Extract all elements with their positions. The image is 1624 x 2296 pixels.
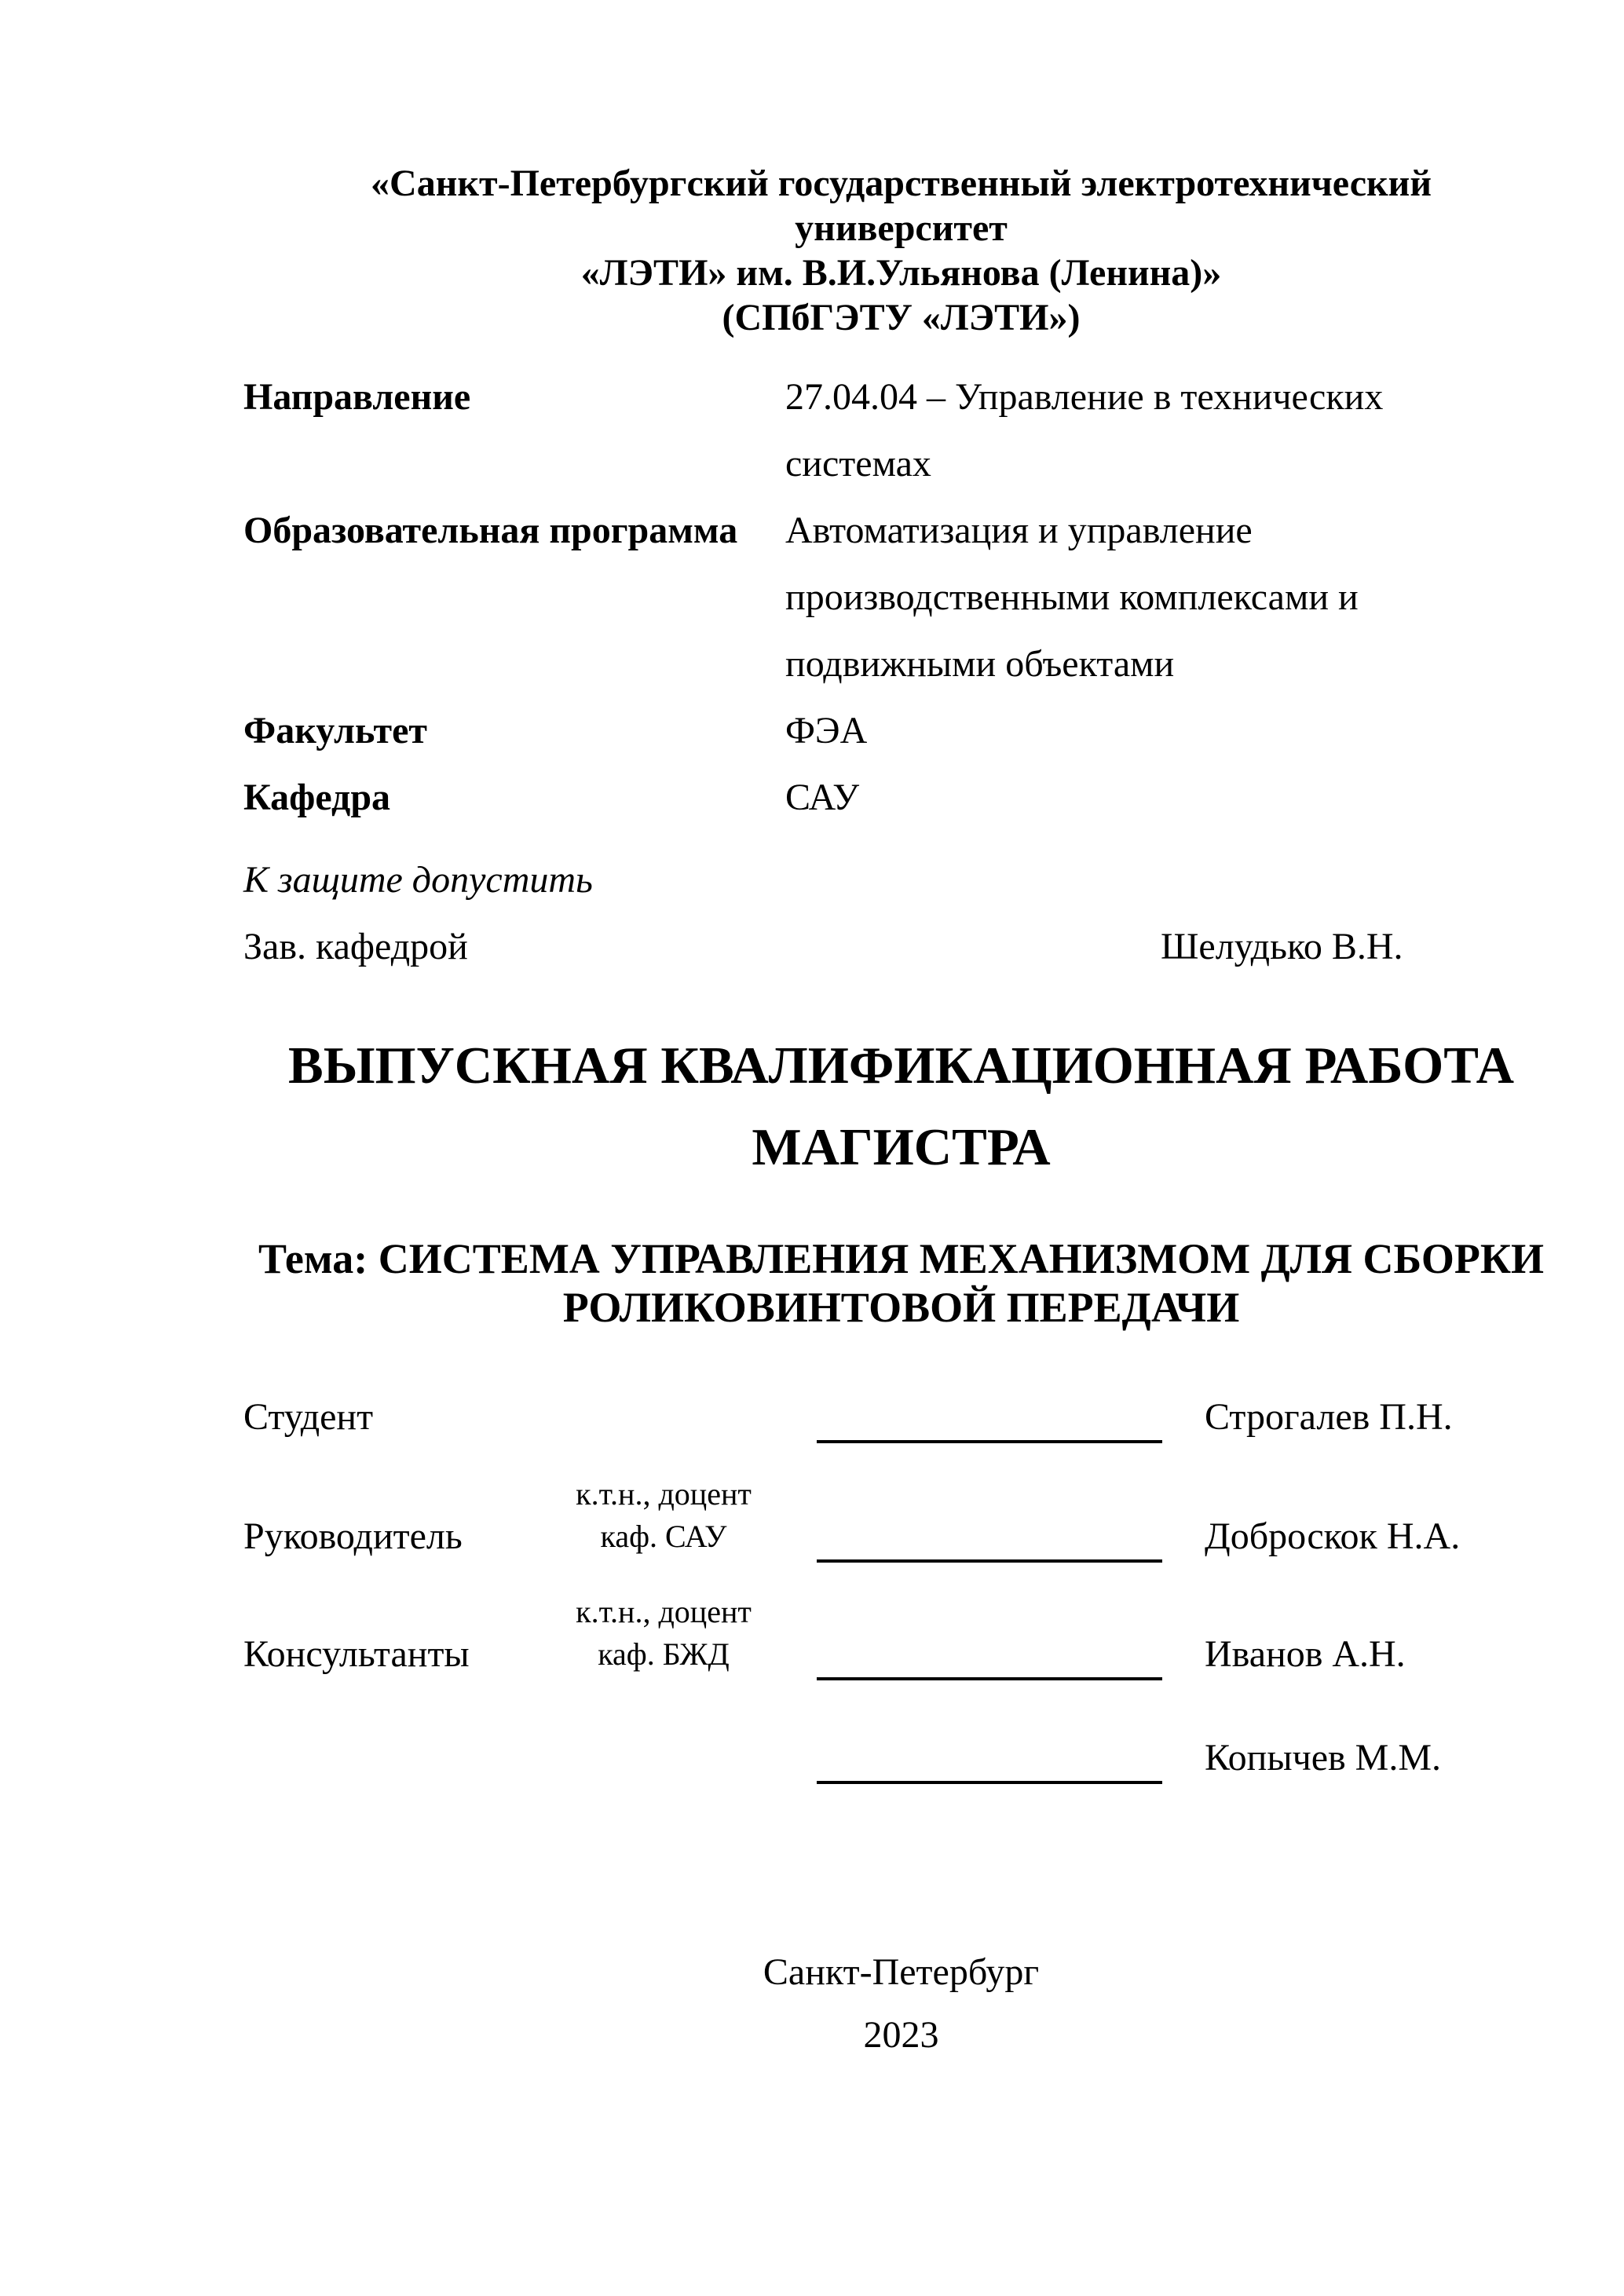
university-header-line: университет <box>795 207 1008 249</box>
approver-label: Зав. кафедрой <box>243 926 468 967</box>
consultant-2-signature-line <box>817 1781 1162 1784</box>
direction-value-line: 27.04.04 – Управление в технических <box>785 376 1384 418</box>
work-title <box>243 1025 1559 1188</box>
info-row-program <box>243 497 1559 697</box>
program-value <box>785 497 1559 697</box>
admission-note: К защите допустить <box>243 859 593 901</box>
university-header-line: «Санкт-Петербургский государственный электротехнический <box>371 163 1432 204</box>
supervisor-qualification <box>510 1473 817 1558</box>
theme-title <box>243 1234 1559 1332</box>
qualification-line: каф. БЖД <box>598 1636 730 1672</box>
program-label: Образовательная программа <box>243 510 738 551</box>
consultants-label: Консультанты <box>243 1633 470 1675</box>
direction-value-line: системах <box>785 443 931 484</box>
direction-value <box>785 364 1559 497</box>
university-header <box>243 161 1559 340</box>
theme-title-line: Тема: СИСТЕМА УПРАВЛЕНИЯ МЕХАНИЗМОМ ДЛЯ СБОРКИ <box>258 1235 1545 1282</box>
signature-row-supervisor <box>243 1459 1559 1558</box>
supervisor-name: Доброскок Н.А. <box>1205 1515 1461 1557</box>
consultant-1-qualification <box>510 1591 817 1676</box>
signature-row-student <box>243 1384 1559 1439</box>
university-header-line: (СПбГЭТУ «ЛЭТИ») <box>722 297 1081 338</box>
theme-title-line: РОЛИКОВИНТОВОЙ ПЕРЕДАЧИ <box>562 1284 1240 1331</box>
program-value-line: Автоматизация и управление <box>785 510 1253 551</box>
signature-row-consultant-2 <box>243 1724 1559 1779</box>
consultant-1-name: Иванов А.Н. <box>1205 1633 1406 1675</box>
qualification-line: к.т.н., доцент <box>576 1476 752 1512</box>
student-label: Студент <box>243 1396 374 1438</box>
work-title-line: МАГИСТРА <box>752 1118 1051 1176</box>
student-signature-line <box>817 1440 1162 1443</box>
consultant-2-name: Копычев М.М. <box>1205 1737 1442 1779</box>
consultant-1-signature-line <box>817 1677 1162 1680</box>
admission-block <box>243 846 1559 980</box>
faculty-label: Факультет <box>243 710 427 751</box>
program-value-line: подвижными объектами <box>785 643 1175 685</box>
program-info-table <box>243 364 1559 831</box>
direction-label: Направление <box>243 376 471 418</box>
work-title-line: ВЫПУСКНАЯ КВАЛИФИКАЦИОННАЯ РАБОТА <box>288 1036 1514 1095</box>
qualification-line: к.т.н., доцент <box>576 1594 752 1629</box>
department-label: Кафедра <box>243 777 391 818</box>
info-row-faculty <box>243 697 1559 764</box>
program-value-line: производственными комплексами и <box>785 576 1359 618</box>
supervisor-label: Руководитель <box>243 1515 463 1557</box>
university-header-line: «ЛЭТИ» им. В.И.Ульянова (Ленина)» <box>580 252 1222 294</box>
footer-year: 2023 <box>863 2014 939 2056</box>
info-row-department <box>243 764 1559 831</box>
approver-name: Шелудько В.Н. <box>1161 926 1403 967</box>
department-value: САУ <box>785 777 860 818</box>
qualification-line: каф. САУ <box>600 1519 727 1554</box>
supervisor-signature-line <box>817 1559 1162 1563</box>
student-name: Строгалев П.Н. <box>1205 1396 1453 1438</box>
signature-row-consultant-1 <box>243 1575 1559 1676</box>
footer-city: Санкт-Петербург <box>763 1951 1040 1993</box>
info-row-direction <box>243 364 1559 497</box>
faculty-value: ФЭА <box>785 710 868 751</box>
approver-row <box>243 913 1559 980</box>
